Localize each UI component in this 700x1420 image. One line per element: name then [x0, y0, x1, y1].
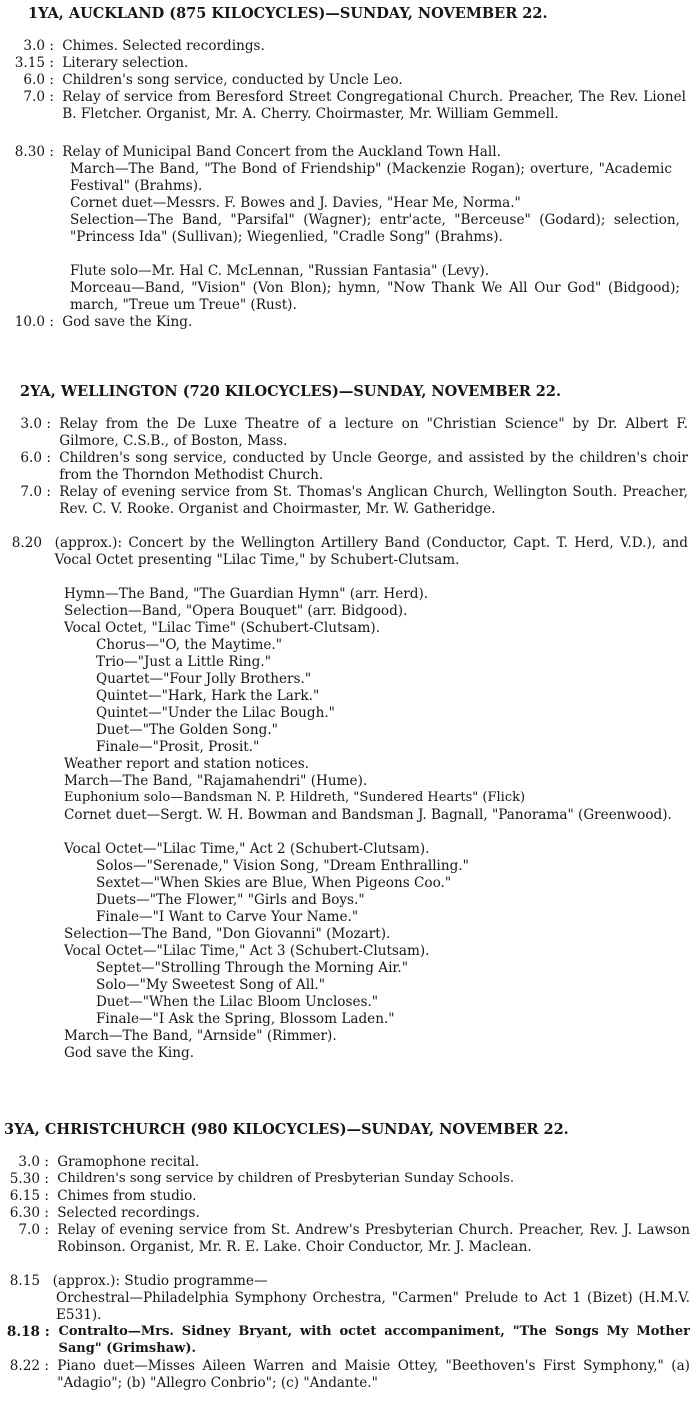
programme-item: Weather report and station notices.: [64, 756, 310, 772]
section-heading: 1YA, AUCKLAND (875 KILOCYCLES)—SUNDAY, NOVEMBER 22.: [28, 5, 548, 22]
programme-entry: 3.15 : Literary selection.: [0, 55, 700, 72]
programme-item: Chorus—"O, the Maytime.": [96, 637, 283, 653]
programme-entry: 7.0 : Relay of evening service from St. Thomas's Anglican Church, Wellington South. Preacher, Rev. C. V. Rooke. Organist and Choirmaster, Mr. W. Gatheridge.: [0, 484, 700, 535]
programme-entry: 3.0 : Chimes. Selected recordings.: [0, 38, 700, 55]
entry-time: 6.15: [9, 1188, 40, 1204]
programme-item: Euphonium solo—Bandsman N. P. Hildreth, "Sundered Hearts" (Flick): [64, 790, 526, 805]
programme-entry: 7.0 : Relay of service from Beresford Street Congregational Church. Preacher, The Rev. Lionel B. Fletcher. Organist, Mr. A. Cherry. Choirmaster, Mr. William Gemmell.: [0, 89, 700, 140]
entry-text: Relay of service from Beresford Street Congregational Church. Preacher, The Rev. Lionel B. Fletcher. Organist, Mr. A. Cherry. Choirmaster, Mr. William Gemmell.: [62, 89, 686, 122]
programme-entry: 8.30 : Relay of Municipal Band Concert from the Auckland Town Hall.: [0, 144, 700, 161]
programme-item: God save the King.: [64, 1045, 195, 1061]
entry-time: 3.15: [14, 55, 45, 71]
entry-time: 6.0: [20, 450, 42, 466]
programme-item: Vocal Octet—"Lilac Time," Act 3 (Schubert-Clutsam).: [64, 943, 430, 959]
programme-item: Finale—"I Ask the Spring, Blossom Laden.": [96, 1011, 395, 1027]
programme-item: Septet—"Strolling Through the Morning Air.": [96, 960, 408, 976]
programme-item: Quartet—"Four Jolly Brothers.": [96, 671, 312, 687]
programme-item: Vocal Octet, "Lilac Time" (Schubert-Clutsam).: [64, 620, 381, 636]
programme-item: Orchestral—Philadelphia Symphony Orchestra, "Carmen" Prelude to Act 1 (Bizet) (H.M.V. E531).: [56, 1290, 690, 1323]
programme-item: Duet—"The Golden Song.": [96, 722, 278, 738]
programme-item: Finale—"Prosit, Prosit.": [96, 739, 260, 755]
programme-entry: 10.0 : God save the King.: [0, 314, 700, 331]
entry-text: Literary selection.: [62, 55, 189, 71]
programme-item: Finale—"I Want to Carve Your Name.": [96, 909, 359, 925]
section-heading: 3YA, CHRISTCHURCH (980 KILOCYCLES)—SUNDAY, NOVEMBER 22.: [4, 1121, 569, 1138]
programme-entry: 8.22 : Piano duet—Misses Aileen Warren and Maisie Ottey, "Beethoven's First Symphony," (a) "Adagio"; (b) "Allegro Conbrio"; (c) "Andante.": [0, 1358, 700, 1409]
programme-item: Selection—The Band, "Don Giovanni" (Mozart).: [64, 926, 391, 942]
programme-entry: 7.0 : Relay of evening service from St. Andrew's Presbyterian Church. Preacher, Rev. J. Lawson Robinson. Organist, Mr. R. E. Lake. Choir Conductor, Mr. J. Maclean.: [0, 1222, 700, 1273]
entry-text: Relay from the De Luxe Theatre of a lecture on "Christian Science" by Dr. Albert F. Gilmore, C.S.B., of Boston, Mass.: [59, 416, 688, 449]
entry-text: God save the King.: [62, 314, 193, 330]
entry-time: 8.20: [11, 535, 42, 551]
programme-entry: 5.30 : Children's song service by children of Presbyterian Sunday Schools.: [0, 1171, 700, 1188]
programme-entry: [0, 1273, 700, 1290]
programme-item: Hymn—The Band, "The Guardian Hymn" (arr. Herd).: [64, 586, 429, 602]
entry-text: (approx.): Concert by the Wellington Artillery Band (Conductor, Capt. T. Herd, V.D.), and Vocal Octet presenting "Lilac Time," by Schubert-Clutsam.: [54, 535, 688, 568]
entry-text: Contralto—Mrs. Sidney Bryant, with octet accompaniment, "The Songs My Mother Sang" (Grimshaw).: [58, 1324, 690, 1356]
programme-entry: [0, 535, 700, 586]
programme-item: Cornet duet—Messrs. F. Bowes and J. Davies, "Hear Me, Norma.": [70, 195, 521, 211]
entry-time: 3.0: [18, 1154, 40, 1170]
programme-item: March—The Band, "Arnside" (Rimmer).: [64, 1028, 337, 1044]
programme-item: Solo—"My Sweetest Song of All.": [96, 977, 325, 993]
programme-item: Duets—"The Flower," "Girls and Boys.": [96, 892, 365, 908]
programme-item: Morceau—Band, "Vision" (Von Blon); hymn, "Now Thank We All Our God" (Bidgood); march, "Treue um Treue" (Rust).: [70, 280, 680, 313]
entry-time: 3.0: [20, 416, 42, 432]
entry-time: 3.0: [23, 38, 45, 54]
entry-text: Gramophone recital.: [57, 1154, 200, 1170]
programme-item: March—The Band, "The Bond of Friendship" (Mackenzie Rogan); overture, "Academic Festival" (Brahms).: [70, 161, 672, 194]
programme-item: Vocal Octet—"Lilac Time," Act 2 (Schubert-Clutsam).: [64, 841, 430, 857]
entry-time: 10.0: [14, 314, 45, 330]
entry-text: (approx.): Studio programme—: [52, 1273, 268, 1289]
entry-time: 8.22: [9, 1358, 40, 1374]
entry-time: 5.30: [9, 1171, 40, 1187]
programme-entry: 6.0 : Children's song service, conducted by Uncle George, and assisted by the children's choir from the Thorndon Methodist Church.: [0, 450, 700, 484]
section-heading: 2YA, WELLINGTON (720 KILOCYCLES)—SUNDAY, NOVEMBER 22.: [20, 383, 562, 400]
entry-text: Children's song service by children of Presbyterian Sunday Schools.: [57, 1171, 515, 1186]
entry-text: Chimes. Selected recordings.: [62, 38, 265, 54]
programme-item: Sextet—"When Skies are Blue, When Pigeons Coo.": [96, 875, 452, 891]
section-1ya-auckland: [0, 4, 700, 331]
programme-item: Selection—Band, "Opera Bouquet" (arr. Bidgood).: [64, 603, 408, 619]
entry-time: 7.0: [18, 1222, 40, 1238]
programme-item: Quintet—"Hark, Hark the Lark.": [96, 688, 320, 704]
entry-text: Children's song service, conducted by Uncle George, and assisted by the children's choir from the Thorndon Methodist Church.: [59, 450, 688, 483]
entry-time: 6.0: [23, 72, 45, 88]
entry-text: Relay of Municipal Band Concert from the Auckland Town Hall.: [62, 144, 501, 160]
section-2ya-wellington: [0, 382, 700, 1062]
entry-time: 6.30: [9, 1205, 40, 1221]
programme-item: March—The Band, "Rajamahendri" (Hume).: [64, 773, 368, 789]
entry-time: 7.0: [20, 484, 42, 500]
entry-text: Relay of evening service from St. Thomas's Anglican Church, Wellington South. Preacher, Rev. C. V. Rooke. Organist and Choirmaster, Mr. W. Gatheridge.: [59, 484, 688, 517]
entry-time: 7.0: [23, 89, 45, 105]
entry-text: Piano duet—Misses Aileen Warren and Maisie Ottey, "Beethoven's First Symphony," (a) "Adagio"; (b) "Allegro Conbrio"; (c) "Andante.": [57, 1358, 690, 1391]
entry-time: 8.30: [14, 144, 45, 160]
entry-text: Children's song service, conducted by Uncle Leo.: [62, 72, 403, 88]
programme-item: Solos—"Serenade," Vision Song, "Dream Enthralling.": [96, 858, 469, 874]
programme-item: Flute solo—Mr. Hal C. McLennan, "Russian Fantasia" (Levy).: [70, 263, 490, 279]
programme-item: Quintet—"Under the Lilac Bough.": [96, 705, 335, 721]
programme-entry: 6.0 : Children's song service, conducted by Uncle Leo.: [0, 72, 700, 89]
programme-item: Selection—The Band, "Parsifal" (Wagner); entr'acte, "Berceuse" (Godard); selection, "Princess Ida" (Sullivan); Wiegenlied, "Cradle Song" (Brahms).: [70, 212, 680, 245]
entry-time: 8.18: [6, 1324, 40, 1340]
programme-entry: 6.15 : Chimes from studio.: [0, 1188, 700, 1205]
programme-entry: 3.0 : Gramophone recital.: [0, 1154, 700, 1171]
entry-text: Selected recordings.: [57, 1205, 200, 1221]
programme-entry: 3.0 : Relay from the De Luxe Theatre of a lecture on "Christian Science" by Dr. Albert F. Gilmore, C.S.B., of Boston, Mass.: [0, 416, 700, 450]
programme-item: Cornet duet—Sergt. W. H. Bowman and Bandsman J. Bagnall, "Panorama" (Greenwood).: [64, 807, 672, 823]
entry-time: 8.15: [9, 1273, 40, 1289]
programme-item: Trio—"Just a Little Ring.": [96, 654, 271, 670]
programme-item: Duet—"When the Lilac Bloom Uncloses.": [96, 994, 379, 1010]
entry-text: Chimes from studio.: [57, 1188, 197, 1204]
section-3ya-christchurch: [0, 1120, 700, 1409]
programme-entry: 6.30 : Selected recordings.: [0, 1205, 700, 1222]
entry-text: Relay of evening service from St. Andrew's Presbyterian Church. Preacher, Rev. J. Lawson Robinson. Organist, Mr. R. E. Lake. Choir Conductor, Mr. J. Maclean.: [57, 1222, 690, 1255]
programme-entry: 8.18 : Contralto—Mrs. Sidney Bryant, with octet accompaniment, "The Songs My Mother Sang" (Grimshaw).: [0, 1324, 700, 1358]
